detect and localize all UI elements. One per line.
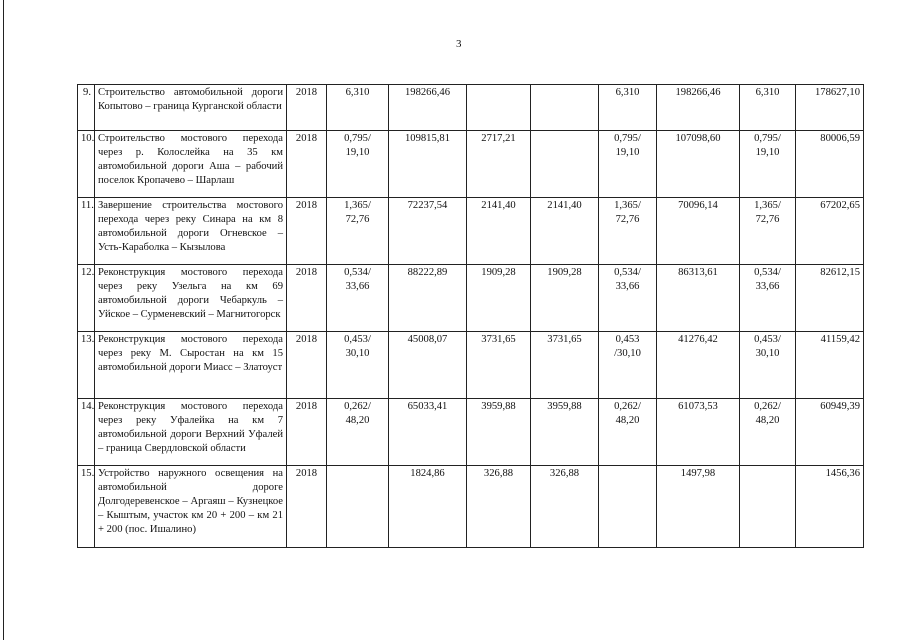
prior-cost-2-cell: 2141,40 [531,198,599,265]
length-cell [327,466,389,548]
object-name: Завершение строительства мостового перехода через реку Синара на км 8 автомобильной дороги Огневское – Усть-Караболка – Кызылова [95,198,287,265]
remaining-cost-cell: 86313,61 [657,265,740,332]
object-name: Строительство мостового перехода через р. Колослейка на 35 км автомобильной дороги Аша – рабочий поселок Кропачево – Шарлаш [95,131,287,198]
total-cost-cell: 88222,89 [389,265,467,332]
remaining-cost-cell: 41276,42 [657,332,740,399]
length-cell: 0,534/ 33,66 [327,265,389,332]
remaining-length-cell: 0,262/ 48,20 [599,399,657,466]
row-number: 9. [78,85,95,131]
year-cell: 2018 [287,198,327,265]
row-number: 12. [78,265,95,332]
remaining-length-cell: 6,310 [599,85,657,131]
remaining-length-cell: 0,453 /30,10 [599,332,657,399]
year-cell: 2018 [287,332,327,399]
year-cell: 2018 [287,466,327,548]
row-number: 15. [78,466,95,548]
object-name: Устройство наружного освещения на автомобильной дороге Долгодеревенское – Аргаяш – Кузнецкое – Кыштым, участок км 20 + 200 – км 21 + 200 (пос. Ишалино) [95,466,287,548]
row-number: 11. [78,198,95,265]
objects-table [77,84,864,548]
plan-cost-cell: 178627,10 [796,85,864,131]
table-row [78,399,864,466]
plan-cost-cell: 80006,59 [796,131,864,198]
row-number: 10. [78,131,95,198]
page-number: 3 [456,38,462,50]
remaining-cost-cell: 198266,46 [657,85,740,131]
prior-cost-2-cell: 1909,28 [531,265,599,332]
prior-cost-cell: 3731,65 [467,332,531,399]
table-row [78,332,864,399]
total-cost-cell: 1824,86 [389,466,467,548]
remaining-cost-cell: 70096,14 [657,198,740,265]
object-name: Реконструкция мостового перехода через реку М. Сыростан на км 15 автомобильной дороги Миасс – Златоуст [95,332,287,399]
prior-cost-cell: 2141,40 [467,198,531,265]
prior-cost-2-cell: 3731,65 [531,332,599,399]
year-cell: 2018 [287,85,327,131]
remaining-length-cell: 0,795/ 19,10 [599,131,657,198]
row-number: 13. [78,332,95,399]
year-cell: 2018 [287,265,327,332]
total-cost-cell: 198266,46 [389,85,467,131]
table-row [78,466,864,548]
prior-cost-2-cell: 3959,88 [531,399,599,466]
remaining-length-cell: 1,365/ 72,76 [599,198,657,265]
plan-length-cell: 1,365/ 72,76 [740,198,796,265]
length-cell: 1,365/ 72,76 [327,198,389,265]
year-cell: 2018 [287,131,327,198]
row-number: 14. [78,399,95,466]
plan-cost-cell: 60949,39 [796,399,864,466]
prior-cost-cell [467,85,531,131]
remaining-length-cell: 0,534/ 33,66 [599,265,657,332]
plan-length-cell: 0,453/ 30,10 [740,332,796,399]
prior-cost-cell: 3959,88 [467,399,531,466]
table-row [78,265,864,332]
prior-cost-2-cell [531,131,599,198]
prior-cost-cell: 1909,28 [467,265,531,332]
plan-length-cell: 6,310 [740,85,796,131]
object-name: Строительство автомобильной дороги Копытово – граница Курганской области [95,85,287,131]
remaining-cost-cell: 61073,53 [657,399,740,466]
prior-cost-2-cell: 326,88 [531,466,599,548]
table-row [78,131,864,198]
object-name: Реконструкция мостового перехода через реку Узельга на км 69 автомобильной дороги Чебаркуль – Уйское – Сурменевский – Магнитогорск [95,265,287,332]
plan-length-cell: 0,262/ 48,20 [740,399,796,466]
plan-length-cell [740,466,796,548]
length-cell: 0,453/ 30,10 [327,332,389,399]
total-cost-cell: 65033,41 [389,399,467,466]
plan-cost-cell: 41159,42 [796,332,864,399]
table-row [78,85,864,131]
plan-length-cell: 0,534/ 33,66 [740,265,796,332]
plan-cost-cell: 82612,15 [796,265,864,332]
year-cell: 2018 [287,399,327,466]
prior-cost-2-cell [531,85,599,131]
total-cost-cell: 45008,07 [389,332,467,399]
prior-cost-cell: 326,88 [467,466,531,548]
total-cost-cell: 72237,54 [389,198,467,265]
plan-length-cell: 0,795/ 19,10 [740,131,796,198]
remaining-cost-cell: 107098,60 [657,131,740,198]
table-body [78,85,864,548]
length-cell: 0,262/ 48,20 [327,399,389,466]
remaining-cost-cell: 1497,98 [657,466,740,548]
plan-cost-cell: 1456,36 [796,466,864,548]
prior-cost-cell: 2717,21 [467,131,531,198]
plan-cost-cell: 67202,65 [796,198,864,265]
object-name: Реконструкция мостового перехода через реку Уфалейка на км 7 автомобильной дороги Верхний Уфалей – граница Свердловской области [95,399,287,466]
total-cost-cell: 109815,81 [389,131,467,198]
page-left-edge-line [3,0,4,640]
length-cell: 0,795/ 19,10 [327,131,389,198]
length-cell: 6,310 [327,85,389,131]
remaining-length-cell [599,466,657,548]
table-row [78,198,864,265]
